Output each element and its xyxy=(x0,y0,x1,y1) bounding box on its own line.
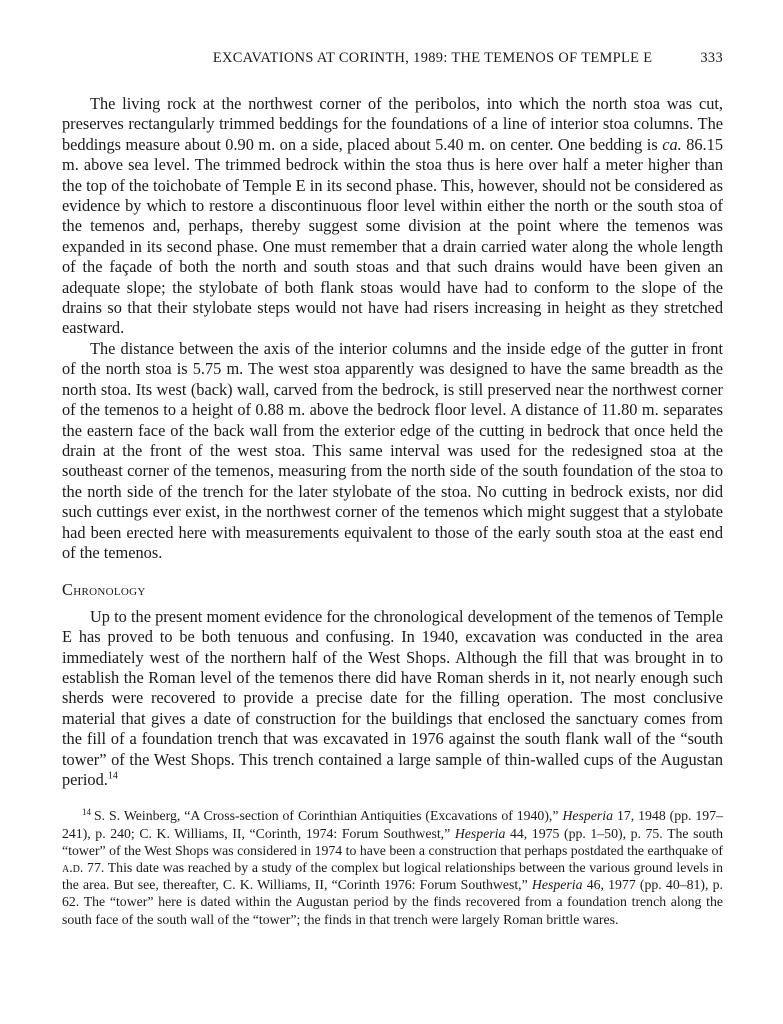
journal-title: Hesperia xyxy=(454,825,506,841)
paragraph-text: Up to the present moment evidence for the chronological development of the temenos of Temple E has proved to be both tenuous and confusing. In 1940, excavation was conducted in the area immediately west of the northern half of the West Shops. Although the fill that was brought in to establish the Roman level of the temenos there did have Roman sherds in it, not nearly enough such sherds were recovered to provide a precise date for the filling operation. The most conclusive material that gives a date of construction for the buildings that enclosed the sanctuary comes from the fill of a foundation trench that was excavated in 1976 against the south flank wall of the “south tower” of the West Shops. This trench contained a large sample of thin-walled cups of the Augustan period. xyxy=(62,606,723,789)
paragraph-chronology xyxy=(62,607,723,791)
footnote-text: 46, 1977 (pp. 40–81), p. 62. The “tower” here is dated within the Augustan period by the finds recovered from a foundation trench along the south face of the south wall of the “tower”; the finds in that trench were largely Roman brittle wares. xyxy=(62,877,724,927)
paragraph-text: 86.15 m. above sea level. The trimmed bedrock within the stoa thus is here over half a meter higher than the top of the toichobate of Temple E in its second phase. This, however, should not be considered as evidence by which to restore a discontinuous floor level within either the north or the south stoa of the temenos and, perhaps, thereby suggest some division at the point where the temenos was expanded in its second phase. One must remember that a drain carried water along the whole length of the façade of both the north and south stoas and that such drains would have been given an adequate slope; the stylobate of both flank stoas would have had to conform to the slope of the drains so that their stylobate steps would not have had risers increasing in height as they stretched eastward. xyxy=(62,134,723,338)
body-text xyxy=(62,94,723,790)
running-header xyxy=(62,50,723,74)
page-number: 333 xyxy=(700,50,723,66)
era-abbrev: a.d. xyxy=(62,860,84,876)
italic-abbrev: ca. xyxy=(662,134,682,154)
running-title: EXCAVATIONS AT CORINTH, 1989: THE TEMENOS OF TEMPLE E xyxy=(212,50,653,66)
paragraph-text: The living rock at the northwest corner of the peribolos, into which the north stoa was cut, preserves rectangularly trimmed beddings for the foundations of a line of interior stoa columns. The beddings measure about 0.90 m. on a side, placed about 5.40 m. on center. One bedding is xyxy=(62,94,723,154)
footnote-text: 77. This date was reached by a study of the complex but logical relationships between the various ground levels in the area. But see, thereafter, C. K. Williams, II, “Corinth 1976: Forum Southwest,” xyxy=(62,860,723,893)
footnote-text: 17, 1948 (pp. 197–241), p. 240; C. K. Williams, II, “Corinth, 1974: Forum Southwest,” xyxy=(62,808,724,841)
journal-title: Hesperia xyxy=(531,877,583,893)
footnote-text: S. S. Weinberg, “A Cross-section of Corinthian Antiquities (Excavations of 1940),” xyxy=(94,808,563,824)
document-page xyxy=(62,50,723,928)
footnote-mark: 14 xyxy=(82,806,91,817)
footnote-reference[interactable]: 14 xyxy=(107,770,118,782)
footnote-text: 44, 1975 (pp. 1–50), p. 75. The south “tower” of the West Shops was considered in 1974 to have been a construction that perhaps postdated the earthquake of xyxy=(62,825,723,858)
paragraph-north-stoa xyxy=(62,94,723,339)
section-heading-chronology: Chronology xyxy=(62,580,146,600)
journal-title: Hesperia xyxy=(562,808,614,824)
paragraph-west-stoa: The distance between the axis of the interior columns and the inside edge of the gutter in front of the north stoa is 5.75 m. The west stoa apparently was designed to have the same breadth as the north stoa. Its west (back) wall, carved from the bedrock, is still preserved near the northwest corner of the temenos to a height of 0.88 m. above the bedrock floor level. A distance of 11.80 m. separates the eastern face of the back wall from the exterior edge of the cutting in bedrock that once held the drain at the front of the west stoa. This same interval was used for the redesigned stoa at the southeast corner of the temenos, measuring from the north side of the south foundation of the stoa to the north side of the trench for the later stylobate of the stoa. No cutting in bedrock exists, nor did such cuttings ever exist, in the northwest corner of the temenos which might suggest that a stylobate had been erected here with measurements equivalent to those of the early south stoa at the east end of the temenos. xyxy=(62,338,723,562)
footnote-14 xyxy=(62,807,723,927)
